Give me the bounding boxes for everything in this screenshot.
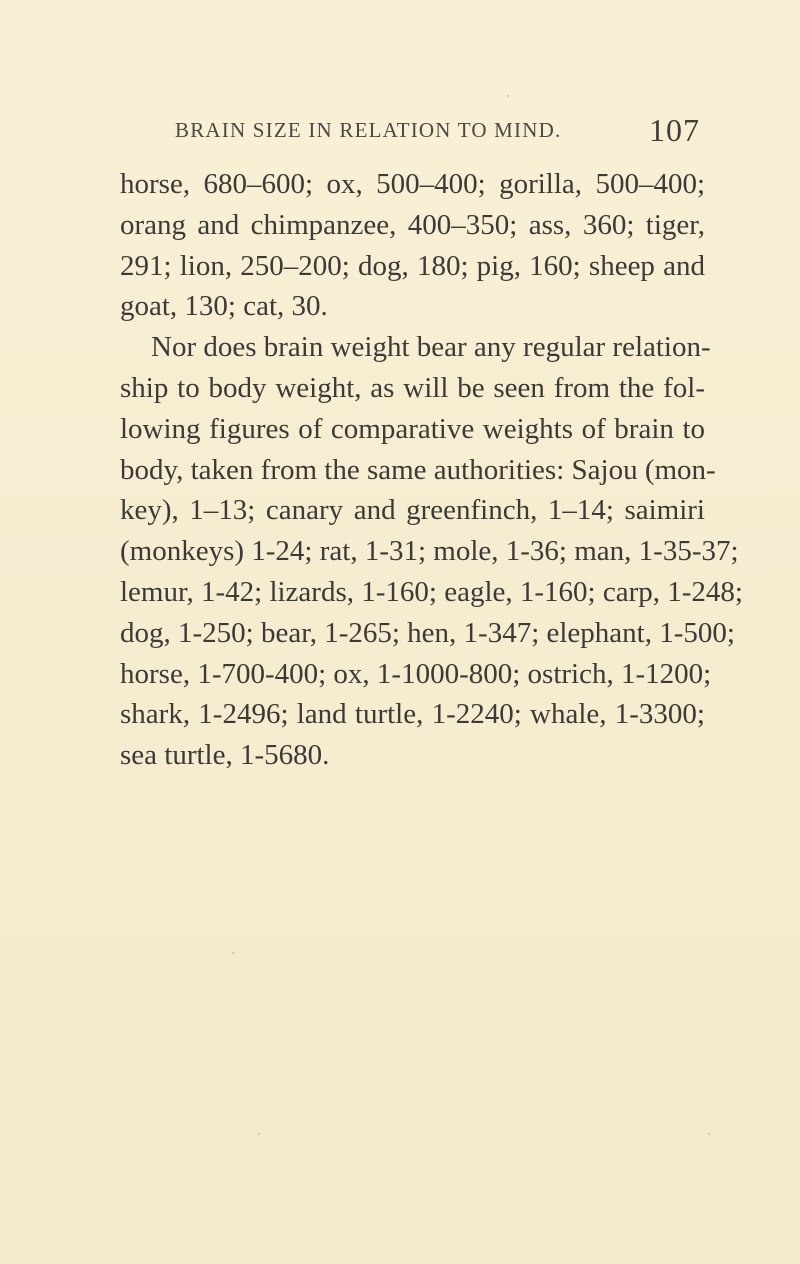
- text-line: Nor does brain weight bear any regular relation-: [151, 331, 711, 364]
- paper-speck: [232, 952, 234, 954]
- paper-speck: [708, 1133, 710, 1135]
- text-line: 291; lion, 250–200; dog, 180; pig, 160; sheep and: [120, 249, 705, 282]
- text-line: horse, 1-700-400; ox, 1-1000-800; ostrich, 1-1200;: [120, 657, 712, 690]
- text-line: lemur, 1-42; lizards, 1-160; eagle, 1-160; carp, 1-248;: [120, 575, 743, 608]
- running-title: BRAIN SIZE IN RELATION TO MIND.: [175, 118, 562, 142]
- text-line: body, taken from the same authorities: Sajou (mon-: [120, 453, 716, 486]
- text-line: sea turtle, 1-5680.: [120, 739, 330, 772]
- body-text: [120, 164, 743, 776]
- text-line: key), 1–13; canary and greenfinch, 1–14; saimiri: [120, 494, 705, 527]
- text-line: dog, 1-250; bear, 1-265; hen, 1-347; elephant, 1-500;: [120, 616, 735, 649]
- text-line: lowing figures of comparative weights of brain to: [120, 412, 705, 445]
- text-line: shark, 1-2496; land turtle, 1-2240; whale, 1-3300;: [120, 698, 705, 731]
- paper-speck: [507, 95, 509, 97]
- text-line: ship to body weight, as will be seen from the fol-: [120, 371, 705, 404]
- text-line: orang and chimpanzee, 400–350; ass, 360; tiger,: [120, 208, 705, 241]
- text-line: (monkeys) 1-24; rat, 1-31; mole, 1-36; man, 1-35-37;: [120, 535, 739, 568]
- text-line: horse, 680–600; ox, 500–400; gorilla, 500–400;: [120, 168, 705, 200]
- paper-speck: [258, 1133, 260, 1135]
- page-header: [120, 112, 700, 162]
- page-number: 107: [649, 112, 700, 148]
- text-line: goat, 130; cat, 30.: [120, 290, 328, 323]
